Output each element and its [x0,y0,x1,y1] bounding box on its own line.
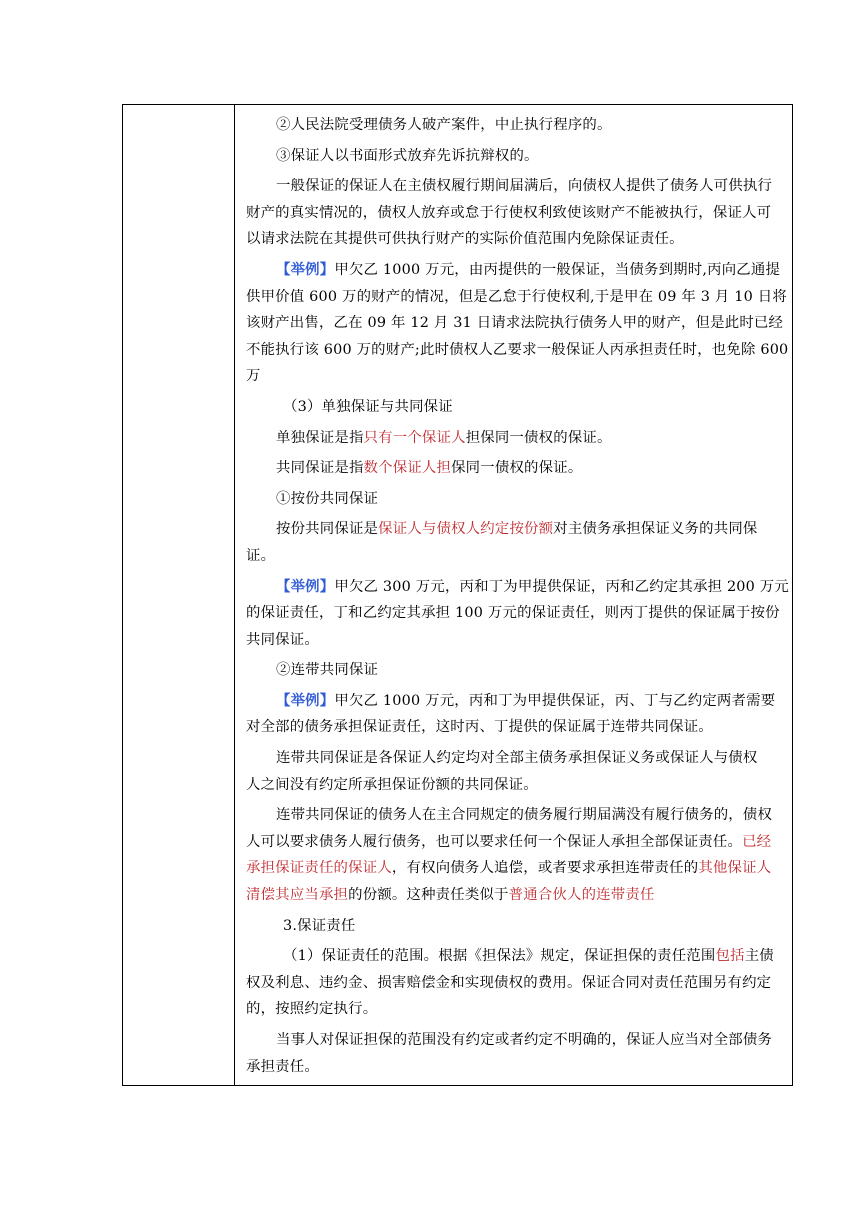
text-span: 保同一债权的保证。 [451,460,583,477]
text-span: 的份额。这种责任类似于 [348,887,509,904]
highlight-text: 保证人与债权人约定按份额 [378,521,554,538]
paragraph-line: 供甲价值 600 万的财产的情况，但是乙怠于行使权利,于是甲在 09 年 3 月 10 日将 [246,288,787,305]
paragraph-line: 一般保证的保证人在主债权履行期间届满后，向债权人提供了债务人可供执行 [276,178,773,195]
section-heading: 3.保证责任 [283,917,356,934]
paragraph-line: ①按份共同保证 [276,490,379,507]
text-span: 主债 [744,948,774,965]
text-span: 对主债务承担保证义务的共同保 [553,521,758,538]
highlight-text: 只有一个保证人 [363,429,466,446]
highlight-text: 普通合伙人的连带责任 [508,887,655,904]
text-span: 担保同一债权的保证。 [465,429,612,446]
paragraph-line: 共同保证。 [246,631,319,648]
label-column [123,105,235,1085]
paragraph-line: 的保证责任，丁和乙约定其承担 100 万元的保证责任，则丙丁提供的保证属于按份 [246,605,780,622]
paragraph-line: ②人民法院受理债务人破产案件，中止执行程序的。 [276,117,612,133]
example-tag: 【举例】 [276,260,335,278]
example-line [246,688,789,715]
section-heading: （3）单独保证与共同保证 [283,398,453,415]
text-span: （1）保证责任的范围。根据《担保法》规定，保证担保的责任范围 [283,948,716,965]
paragraph-line [246,829,789,856]
paragraph-line: 证。 [246,547,276,564]
paragraph-line: 的，按照约定执行。 [246,1001,378,1018]
paragraph-line: 人之间没有约定所承担保证份额的共同保证。 [246,776,538,793]
paragraph-line: 承担责任。 [246,1058,319,1075]
paragraph-line [246,516,789,543]
example-text: 甲欠乙 300 万元，丙和丁为甲提供保证，丙和乙约定其承担 200 万元 [334,578,789,595]
text-span: ，有权向债务人追偿，或者要求承担连带责任的 [391,860,699,877]
paragraph-line: 对全部的债务承担保证责任，这时丙、丁提供的保证属于连带共同保证。 [246,719,713,736]
paragraph-line: 财产的真实情况的，债权人放弃或怠于行使权利致使该财产不能被执行，保证人可 [246,204,772,221]
example-tag: 【举例】 [276,691,335,709]
paragraph-line: 不能执行该 600 万的财产;此时债权人乙要求一般保证人丙承担责任时，也免除 600 [246,341,789,358]
paragraph-line: ③保证人以书面形式放弃先诉抗辩权的。 [276,147,539,164]
paragraph-line: ②连带共同保证 [276,662,379,679]
paragraph-line: 该财产出售，乙在 09 年 12 月 31 日请求法院执行债务人甲的财产，但是此时已经 [246,315,784,332]
paragraph-line: 当事人对保证担保的范围没有约定或者约定不明确的，保证人应当对全部债务 [276,1032,773,1048]
paragraph-line: 连带共同保证的债务人在主合同规定的债务履行期届满没有履行债务的，债权 [276,807,773,824]
highlight-text: 数个保证人担 [363,460,452,477]
paragraph-line: 以请求法院在其提供可供执行财产的实际价值范围内免除保证责任。 [246,231,684,248]
paragraph-line: 连带共同保证是各保证人约定均对全部主债务承担保证义务或保证人与债权 [276,750,758,767]
paragraph-line [246,425,789,452]
highlight-text: 包括 [715,948,745,965]
highlight-text: 承担保证责任的保证人 [246,860,392,877]
paragraph-line: 万 [246,368,261,385]
example-line [246,257,789,284]
paragraph-line: 权及利息、违约金、损害赔偿金和实现债权的费用。保证合同对责任范围另有约定 [246,974,772,991]
text-span: 按份共同保证是 [276,521,379,538]
paragraph-line [246,882,789,909]
paragraph-line [246,455,789,482]
text-column [235,105,797,1085]
paragraph-line [246,943,789,970]
example-text: 甲欠乙 1000 万元，丙和丁为甲提供保证，丙、丁与乙约定两者需要 [334,692,776,709]
text-span: 单独保证是指 [276,429,364,446]
example-tag: 【举例】 [276,577,335,595]
content-table [122,104,793,1086]
example-line [246,574,789,601]
text-span: 人可以要求债务人履行债务，也可以要求任何一个保证人承担全部保证责任。 [246,833,743,850]
highlight-text: 其他保证人 [698,860,772,877]
text-span: 共同保证是指 [276,460,364,477]
example-text: 甲欠乙 1000 万元，由丙提供的一般保证，当债务到期时,丙向乙通提 [334,261,781,278]
highlight-text: 已经 [742,833,772,850]
highlight-text: 清偿其应当承担 [246,887,349,904]
paragraph-line [246,855,789,882]
